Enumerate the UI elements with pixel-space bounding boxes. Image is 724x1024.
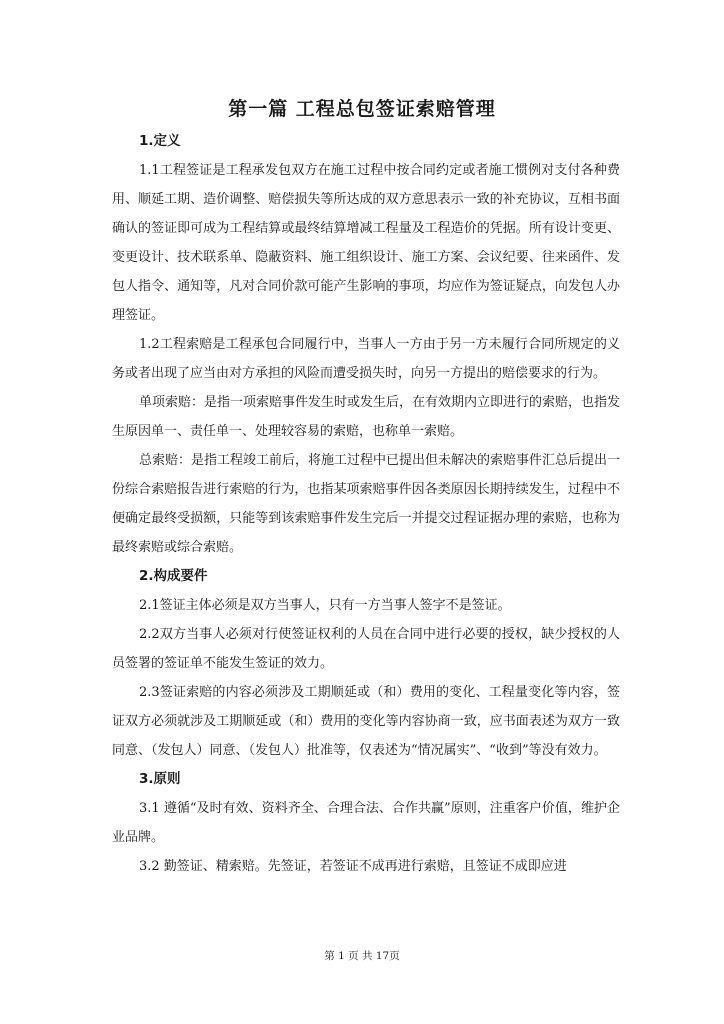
- paragraph: 单项索赔：是指一项索赔事件发生时或发生后，在有效期内立即进行的索赔，也指发生原因单一、责任单一、处理较容易的索赔，也称单一索赔。: [112, 395, 621, 439]
- page-footer: 第 1 页 共 17页: [324, 950, 400, 962]
- paragraph: 2.1签证主体必须是双方当事人，只有一方当事人签字不是签证。: [139, 598, 511, 613]
- paragraph: 2.3签证索赔的内容必须涉及工期顺延或（和）费用的变化、工程量变化等内容，签证双方必须就涉及工期顺延或（和）费用的变化等内容协商一致，应书面表述为双方一致同意、（发包人）同意、（发包人）批准等，仅表述为“情况属实”、“收到”等没有效力。: [112, 685, 620, 758]
- paragraph: 3.2 勤签证、精索赔。先签证，若签证不成再进行索赔，且签证不成即应进: [139, 859, 567, 874]
- document-body: [112, 127, 620, 881]
- paragraph: 3.1 遵循“及时有效、资料齐全、合理合法、合作共赢”原则，注重客户价值，维护企业品牌。: [112, 801, 620, 845]
- page-title: 第一篇 工程总包签证索赔管理: [228, 98, 496, 120]
- paragraph: 1.1工程签证是工程承发包双方在施工过程中按合同约定或者施工惯例对支付各种费用、顺延工期、造价调整、赔偿损失等所达成的双方意思表示一致的补充协议，互相书面确认的签证即可成为工程结算或最终结算增减工程量及工程造价的凭据。所有设计变更、变更设计、技术联系单、隐蔽资料、施工组织设计、施工方案、会议纪要、往来函件、发包人指令、通知等，凡对合同价款可能产生影响的事项，均应作为签证疑点，向发包人办理签证。: [112, 163, 620, 323]
- paragraph: 1.2工程索赔是工程承包合同履行中，当事人一方由于另一方未履行合同所规定的义务或者出现了应当由对方承担的风险而遭受损失时，向另一方提出的赔偿要求的行为。: [112, 337, 620, 381]
- paragraph: 总索赔：是指工程竣工前后，将施工过程中已提出但未解决的索赔事件汇总后提出一份综合索赔报告进行索赔的行为，也指某项索赔事件因各类原因长期持续发生，过程中不便确定最终受损额，只能等到该索赔事件发生完后一并提交过程证据办理的索赔，也称为最终索赔或综合索赔。: [112, 453, 621, 555]
- section-heading-definition: 1.定义: [139, 133, 181, 149]
- section-heading-principles: 3.原则: [139, 771, 181, 787]
- paragraph: 2.2双方当事人必须对行使签证权利的人员在合同中进行必要的授权，缺少授权的人员签署的签证单不能发生签证的效力。: [112, 627, 620, 671]
- section-heading-requirements: 2.构成要件: [139, 568, 208, 584]
